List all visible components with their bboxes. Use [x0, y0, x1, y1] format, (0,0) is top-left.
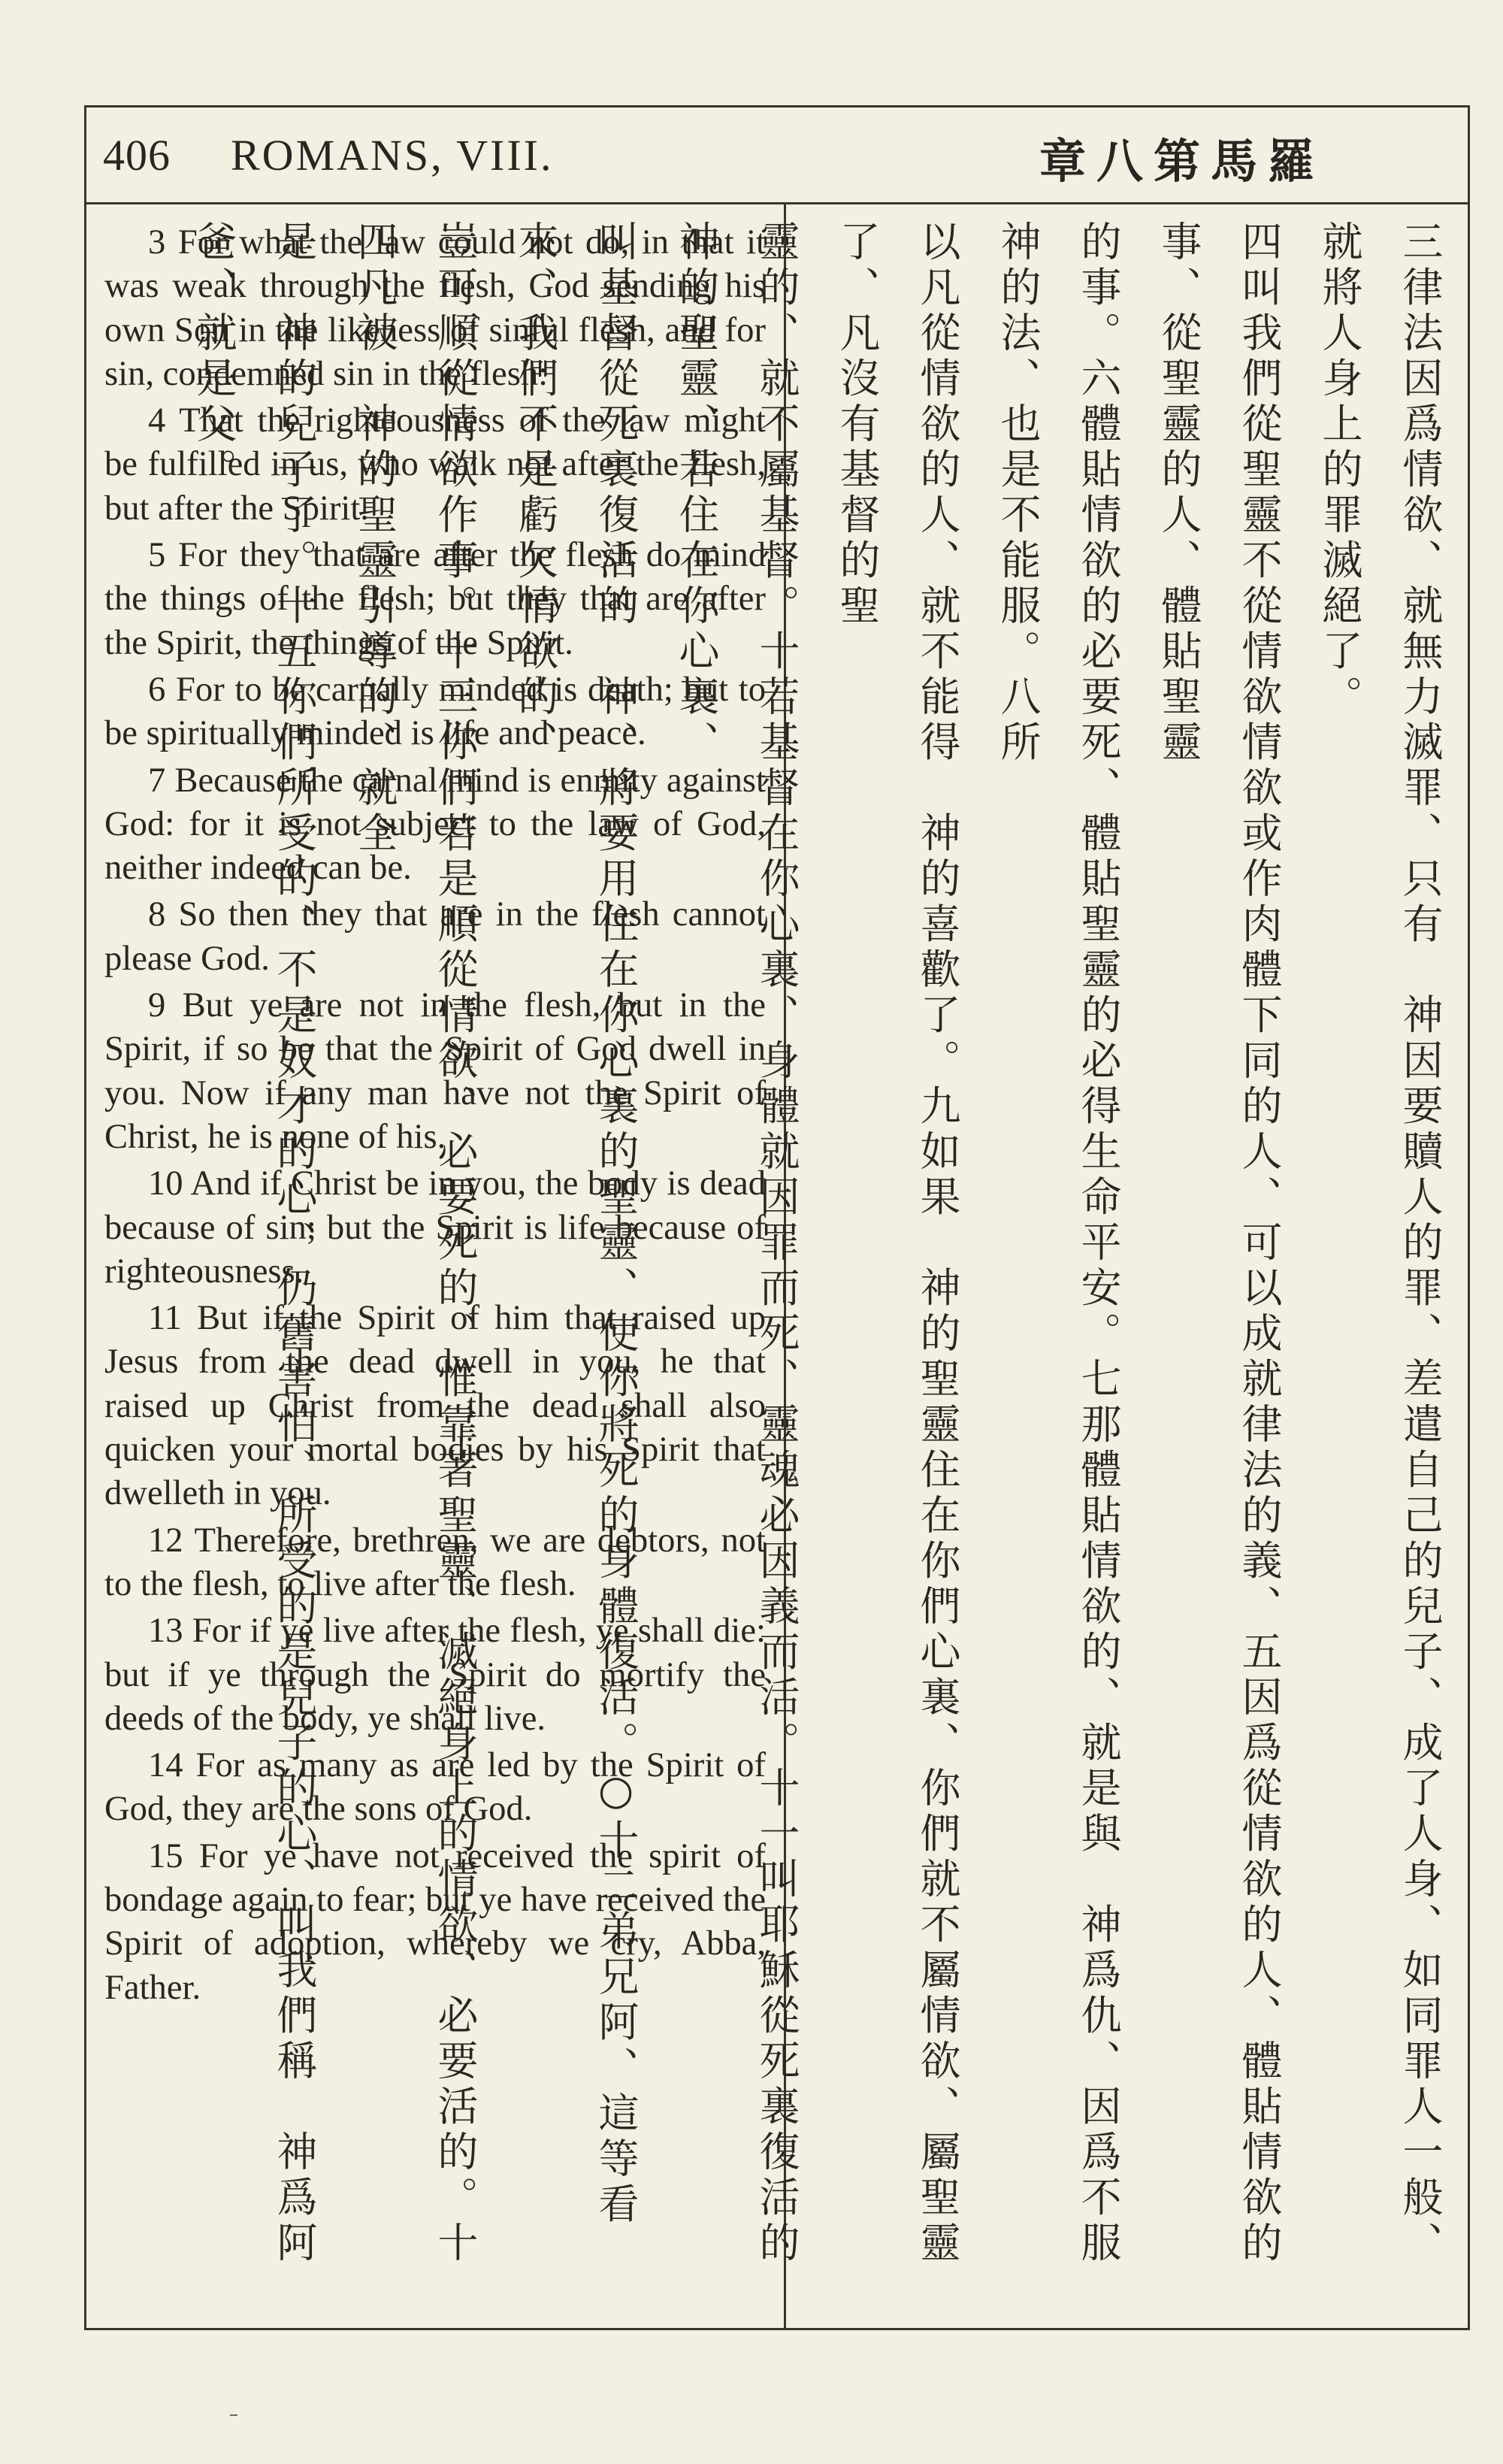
chinese-text-column: 四叫我們從聖靈不從情欲情欲或作肉體下同的人、可以成就律法的義、五因爲從情欲的人、體貼情欲的事、從聖靈的人、體貼聖靈 [1155, 220, 1283, 2267]
verse-10: 10 And if Christ be in you, the body is dead because of sin; but the Spirit is life because of righteousness. [104, 1164, 766, 1291]
chinese-text-column: 是 神的兒子了。十五你們所受的、不是奴才的心、仍舊害怕、所受的是兒子的心、叫我們稱 神爲阿爸、就是父。 [190, 220, 318, 2267]
chinese-title: 章八第馬羅 [1039, 134, 1325, 189]
verse-5: 5 For they that are after the flesh do mind the things of the flesh; but they that are after the Spirit, the things of the Spirit. [104, 535, 766, 662]
verse-13: 13 For if ye live after the flesh, ye shall die: but if ye through the Spirit do mortify the deeds of the body, ye shall live. [104, 1611, 766, 1738]
verse-9: 9 But ye are not in the flesh, but in the Spirit, if so be that the Spirit of God dwell in you. Now if any man have not the Spirit of Christ, he is none of his. [104, 985, 766, 1156]
running-title: ROMANS, VIII. [231, 131, 554, 180]
verse-4: 4 That the righteousness of the law might be fulfilled in us, who walk not after the flesh, but after the Spirit. [104, 401, 766, 528]
verse-3: 3 For what the law could not do, in that it was weak through the flesh, God sending his own Son in the likeness of sinful flesh, and for sin, condemned sin in the flesh: [104, 222, 766, 393]
verse-8: 8 So then they that are in the flesh cannot please God. [104, 894, 766, 978]
verse-6: 6 For to be carnally minded is death; but to be spiritually minded is life and peace. [104, 669, 766, 753]
chinese-text-column: 豈可順從情欲作事。十三你們若是順從情欲、必要死的、惟靠著聖靈、滅絕身上的情欲、必要活的。十四凡被 神的聖靈引導的、就全 [351, 220, 479, 2267]
page-number: 406 [103, 131, 171, 180]
verse-15: 15 For ye have not received the spirit of bondage again to fear; but ye have received the Spirit of adoption, whereby we cry, Abba, Father. [104, 1836, 766, 2007]
verse-12: 12 Therefore, brethren, we are debtors, not to the flesh, to live after the flesh. [104, 1520, 766, 1603]
chinese-text-column: 的事。六體貼情欲的必要死、體貼聖靈的必得生命平安。七那體貼情欲的、就是與 神爲仇、因爲不服 神的法、也是不能服。八所 [994, 220, 1122, 2312]
chinese-text-column: 叫基督從死裏復活的 神、將要用住在你心裏的聖靈、使你將死的身體復活。○十二弟兄阿、這等看來、我們不是虧欠情欲的、 [512, 220, 640, 2228]
verse-14: 14 For as many as are led by the Spirit of God, they are the sons of God. [104, 1745, 766, 1829]
page-header [86, 107, 1468, 204]
print-mark [230, 2414, 237, 2416]
chinese-text-column: 靈的、就不屬基督。十若基督在你心裏、身體就因罪而死、靈魂必因義而活。十一叫耶穌從死裏復活的 神的聖靈、若住在你心裏、 [673, 220, 800, 2312]
chinese-text-column: 以凡從情欲的人、就不能得 神的喜歡了。九如果 神的聖靈住在你們心裏、你們就不屬情欲、屬聖靈了、凡沒有基督的聖 [833, 220, 961, 2267]
chinese-text-column: 三律法因爲情欲、就無力滅罪、只有 神因要贖人的罪、差遣自己的兒子、成了人身、如同罪人一般、就將人身上的罪滅絕了。 [1316, 220, 1444, 2267]
verse-11: 11 But if the Spirit of him that raised up Jesus from the dead dwell in you, he that raised up Christ from the dead shall also quicken your mortal bodies by his Spirit that dwelleth in you. [104, 1298, 766, 1513]
verse-7: 7 Because the carnal mind is enmity against God: for it is not subject to the law of God, neither indeed can be. [104, 760, 766, 888]
page-frame [84, 105, 1470, 2330]
